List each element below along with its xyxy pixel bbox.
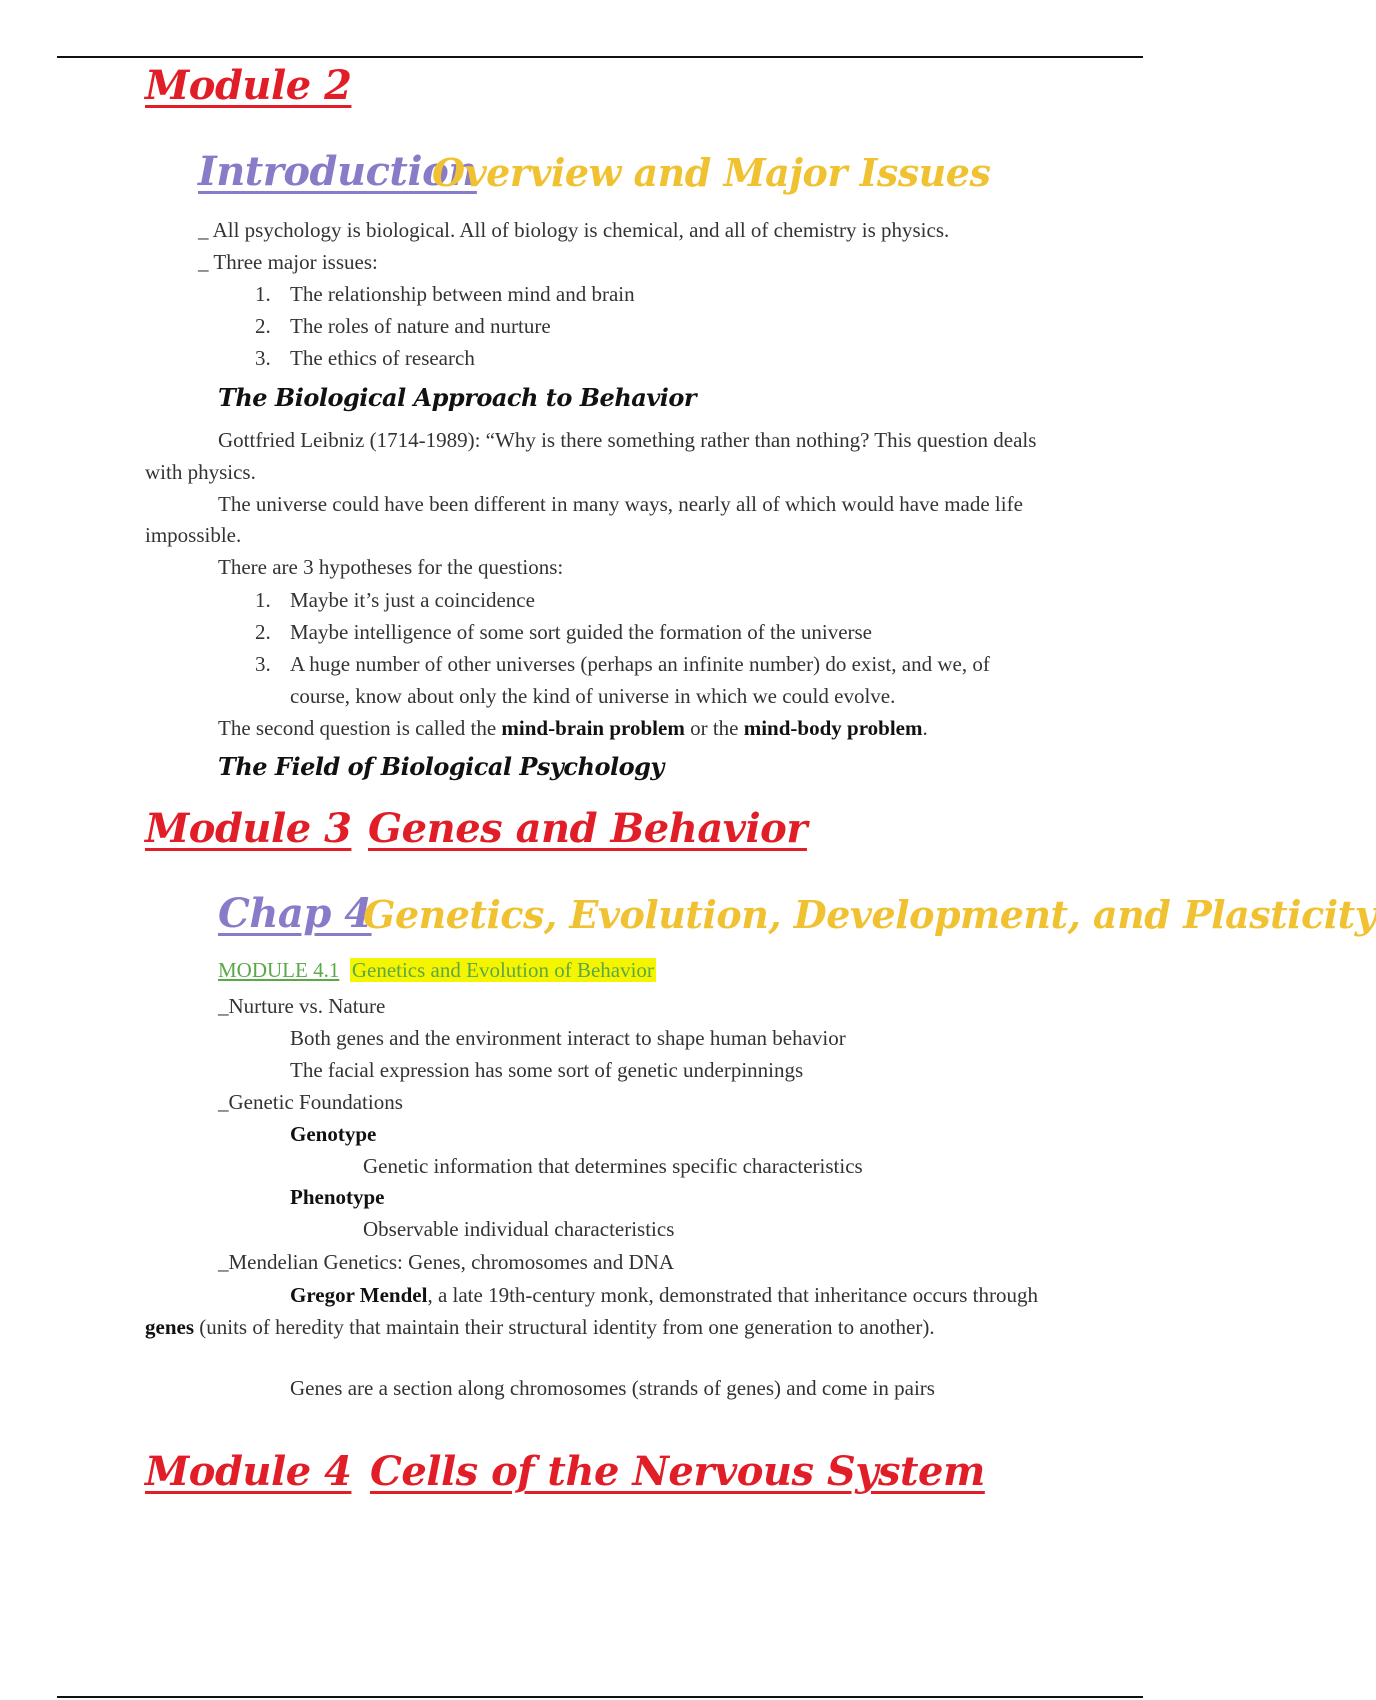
hyp-item-3: A huge number of other universes (perhaps an infinite number) do exist, and we, of: [290, 652, 990, 676]
mendel-line-1: [290, 1283, 1038, 1308]
field-heading: The Field of Biological Psychology: [218, 752, 664, 781]
bottom-rule: [57, 1696, 1143, 1698]
introduction-heading: Introduction: [198, 148, 477, 195]
mendel-name: Gregor Mendel: [290, 1283, 428, 1307]
issue-num-3: 3.: [255, 346, 271, 370]
module-2-heading: Module 2: [145, 62, 352, 109]
mind-body-term: mind-body problem: [743, 716, 923, 740]
chap-4-heading: Chap 4: [218, 890, 372, 937]
bio-p2-line1: The universe could have been different in many ways, nearly all of which would have made life: [218, 492, 1023, 516]
hyp-num-1: 1.: [255, 588, 271, 612]
nurture-line-1: Both genes and the environment interact to shape human behavior: [290, 1026, 846, 1050]
issue-num-1: 1.: [255, 282, 271, 306]
phenotype-label: Phenotype: [290, 1185, 385, 1209]
intro-bullet-1: _ All psychology is biological. All of biology is chemical, and all of chemistry is physics.: [198, 218, 950, 242]
genes-behavior-heading: Genes and Behavior: [368, 805, 807, 852]
issue-item-1: The relationship between mind and brain: [290, 282, 635, 306]
module-4-1-number: MODULE 4.1: [218, 958, 340, 982]
p4-post: .: [922, 716, 928, 740]
hyp-num-2: 2.: [255, 620, 271, 644]
bio-approach-heading: The Biological Approach to Behavior: [218, 383, 697, 412]
nurture-line-2: The facial expression has some sort of genetic underpinnings: [290, 1058, 804, 1082]
hyp-item-3-cont: course, know about only the kind of universe in which we could evolve.: [290, 684, 896, 708]
mendelian-heading: _Mendelian Genetics: Genes, chromosomes and DNA: [218, 1250, 675, 1274]
bio-p2-line2: impossible.: [145, 523, 242, 547]
genes-term: genes: [145, 1315, 194, 1339]
mendel-line-2: [145, 1315, 935, 1340]
foundations-heading: _Genetic Foundations: [218, 1090, 403, 1114]
intro-bullet-2: _ Three major issues:: [198, 250, 378, 274]
genotype-definition: Genetic information that determines specific characteristics: [363, 1154, 863, 1178]
genotype-term: [290, 1122, 376, 1147]
hyp-item-2: Maybe intelligence of some sort guided the formation of the universe: [290, 620, 873, 644]
module-4-heading: Module 4: [145, 1448, 352, 1495]
hyp-num-3: 3.: [255, 652, 271, 676]
bio-p3: There are 3 hypotheses for the questions:: [218, 555, 564, 579]
module-4-1-label: [218, 958, 656, 983]
bio-p1-line2: with physics.: [145, 460, 256, 484]
p4-mid: or the: [684, 716, 744, 740]
genes-text: (units of heredity that maintain their structural identity from one generation to another).: [194, 1315, 935, 1339]
mendel-text: , a late 19th-century monk, demonstrated that inheritance occurs through: [427, 1283, 1039, 1307]
mind-brain-term: mind-brain problem: [501, 716, 685, 740]
genetics-heading: Genetics, Evolution, Development, and Plasticity: [363, 892, 1376, 937]
phenotype-term: [290, 1185, 385, 1210]
phenotype-definition: Observable individual characteristics: [363, 1217, 675, 1241]
mind-brain-paragraph: [218, 716, 928, 741]
module-3-heading: Module 3: [145, 805, 352, 852]
bio-p1-line1: Gottfried Leibniz (1714-1989): “Why is there something rather than nothing? This question deals: [218, 428, 1037, 452]
issue-num-2: 2.: [255, 314, 271, 338]
top-rule: [57, 56, 1143, 58]
issue-item-2: The roles of nature and nurture: [290, 314, 551, 338]
chromosomes-line: Genes are a section along chromosomes (strands of genes) and come in pairs: [290, 1376, 935, 1400]
hyp-item-1: Maybe it’s just a coincidence: [290, 588, 535, 612]
overview-heading: Overview and Major Issues: [432, 150, 991, 195]
issue-item-3: The ethics of research: [290, 346, 475, 370]
module-4-1-title: Genetics and Evolution of Behavior: [351, 958, 654, 982]
nurture-heading: _Nurture vs. Nature: [218, 994, 386, 1018]
cells-heading: Cells of the Nervous System: [370, 1448, 985, 1495]
genotype-label: Genotype: [290, 1122, 377, 1146]
p4-pre: The second question is called the: [218, 716, 502, 740]
